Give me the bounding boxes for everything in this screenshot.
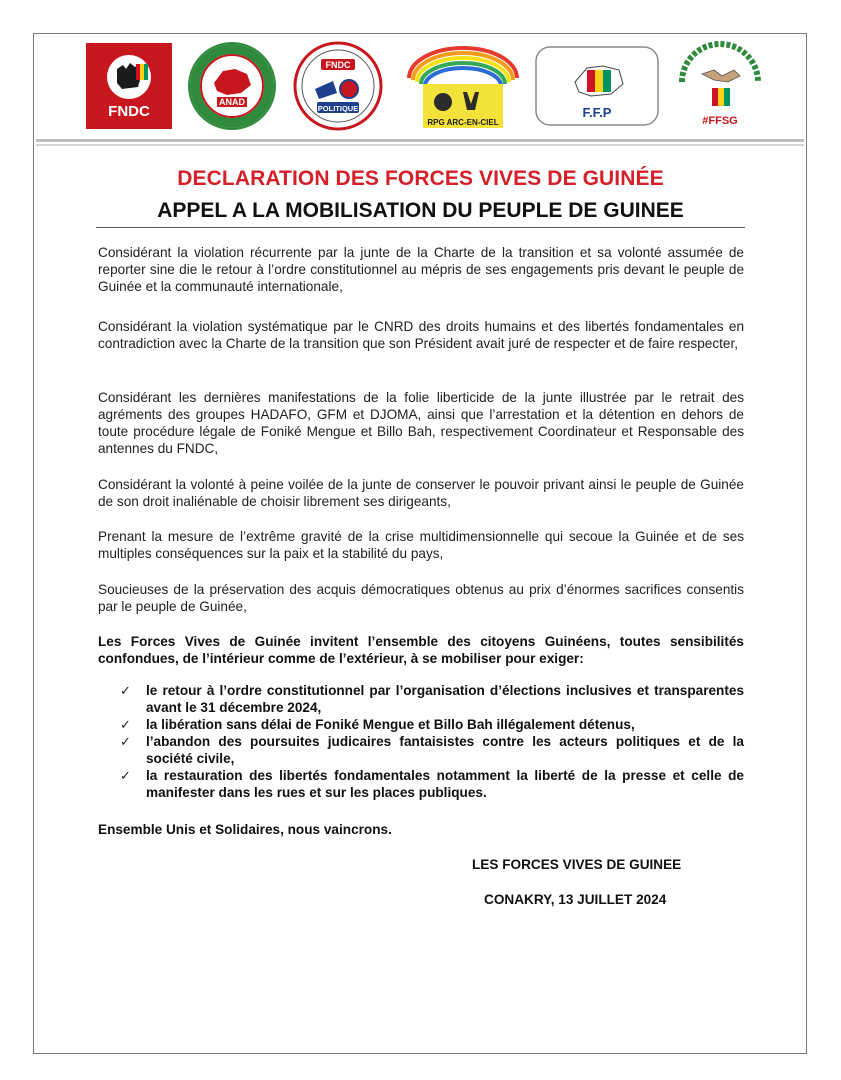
paragraph-2: Considérant la violation systématique par le CNRD des droits humains et des libertés fondamentales en contradiction avec la Charte de la transition que son Président avait juré de respecter et de faire respecter, bbox=[98, 319, 744, 351]
checkmark-icon: ✓ bbox=[120, 768, 131, 783]
closing-statement: Ensemble Unis et Solidaires, nous vaincrons. bbox=[98, 822, 392, 837]
title-underline bbox=[96, 227, 745, 228]
header-rule-secondary bbox=[36, 144, 804, 146]
ffsg-logo-label: #FFSG bbox=[702, 115, 738, 127]
paragraph-3: Considérant les dernières manifestations de la folie liberticide de la junte illustrée par le retrait des agréments des groupes HADAFO, GFM et DJOMA, ainsi que l’arrestation et la détention en dehors de toute procédure légale de Foniké Mengue et Billo Bah, respectivement Coordinateur et Responsable des antennes du FNDC, bbox=[98, 390, 744, 456]
ffp-logo-label: F.F.P bbox=[582, 105, 612, 120]
demand-item bbox=[120, 716, 744, 733]
anad-logo-label: ANAD bbox=[219, 97, 245, 107]
declaration-title: DECLARATION DES FORCES VIVES DE GUINÉE bbox=[177, 167, 664, 190]
demand-text: l’abandon des poursuites judicaires fantaisistes contre les acteurs politiques et de la société civile, bbox=[146, 734, 744, 766]
demand-text: la libération sans délai de Foniké Mengue et Billo Bah illégalement détenus, bbox=[146, 717, 635, 732]
paragraph-1: Considérant la violation récurrente par la junte de la Charte de la transition et sa volonté assumée de reporter sine die le retour à l’ordre constitutionnel au mépris de ses engagements pris devant le peuple de Guinée et la communauté internationale, bbox=[98, 245, 744, 294]
rpg-arc-en-ciel-logo bbox=[400, 42, 526, 130]
demands-list bbox=[120, 682, 744, 801]
demand-text: le retour à l’ordre constitutionnel par l’organisation d’élections inclusives et transparentes avant le 31 décembre 2024, bbox=[146, 683, 744, 715]
header-rule bbox=[36, 139, 804, 142]
demand-item bbox=[120, 767, 744, 801]
fndc-logo bbox=[86, 42, 172, 130]
paragraph-5: Prenant la mesure de l’extrême gravité de la crise multidimensionnelle qui secoue la Guinée et de ses multiples conséquences sur la paix et la stabilité du pays, bbox=[98, 529, 744, 561]
checkmark-icon: ✓ bbox=[120, 683, 131, 698]
mobilisation-call: Les Forces Vives de Guinée invitent l’ensemble des citoyens Guinéens, toutes sensibilités confondues, de l’intérieur comme de l’extérieur, à se mobiliser pour exiger: bbox=[98, 634, 744, 666]
checkmark-icon: ✓ bbox=[120, 717, 131, 732]
declaration-subtitle: APPEL A LA MOBILISATION DU PEUPLE DE GUINEE bbox=[157, 199, 684, 222]
demand-item bbox=[120, 733, 744, 767]
demand-text: la restauration des libertés fondamentales notamment la liberté de la presse et celle de manifester dans les rues et sur les places publiques. bbox=[146, 768, 744, 800]
fndc-politique-label: FNDC bbox=[325, 60, 351, 70]
checkmark-icon: ✓ bbox=[120, 734, 131, 749]
ffsg-logo bbox=[670, 42, 770, 130]
paragraph-6: Soucieuses de la préservation des acquis démocratiques obtenus au prix d’énormes sacrifices consentis par le peuple de Guinée, bbox=[98, 582, 744, 614]
signatory: LES FORCES VIVES DE GUINEE bbox=[472, 857, 682, 872]
rpg-logo-label: RPG ARC-EN-CIEL bbox=[427, 118, 499, 127]
ffp-logo bbox=[534, 42, 660, 130]
place-and-date: CONAKRY, 13 JUILLET 2024 bbox=[484, 892, 667, 907]
fndc-politique-logo bbox=[292, 42, 384, 130]
anad-logo bbox=[186, 42, 278, 130]
paragraph-4: Considérant la volonté à peine voilée de la junte de conserver le pouvoir privant ainsi le peuple de Guinée de son droit inaliénable de choisir librement ses dirigeants, bbox=[98, 477, 744, 509]
fndc-politique-caption: POLITIQUE bbox=[317, 104, 359, 113]
demand-item bbox=[120, 682, 744, 716]
logo-bar bbox=[34, 34, 806, 138]
fndc-logo-label: FNDC bbox=[108, 103, 150, 120]
